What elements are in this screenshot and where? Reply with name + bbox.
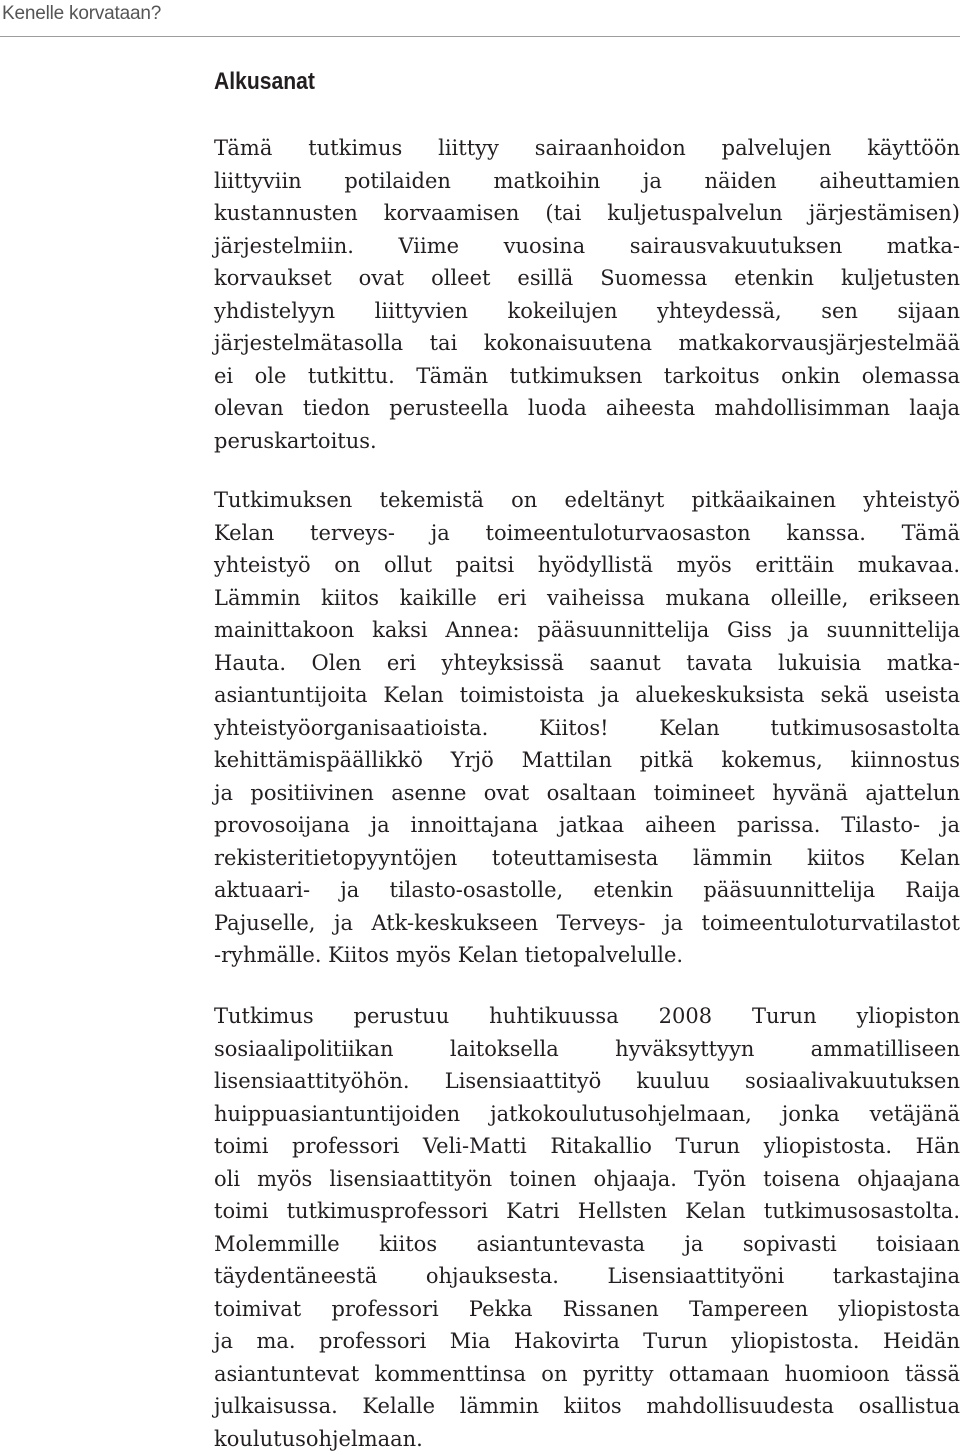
text-line: liittyviin potilaiden matkoihin ja näiden aiheuttamien <box>214 165 960 198</box>
text-line: Lämmin kiitos kaikille eri vaiheissa mukana olleille, erikseen <box>214 582 960 615</box>
text-line: yhdistelyyn liittyvien kokeilujen yhteydessä, sen sijaan <box>214 295 960 328</box>
text-line: julkaisussa. Kelalle lämmin kiitos mahdollisuudesta osallistua <box>214 1390 960 1423</box>
text-line: täydentäneestä ohjauksesta. Lisensiaattityöni tarkastajina <box>214 1260 960 1293</box>
text-line: Molemmille kiitos asiantuntevasta ja sopivasti toisiaan <box>214 1228 960 1261</box>
running-header <box>0 0 960 37</box>
text-line: sosiaalipolitiikan laitoksella hyväksyttyyn ammatilliseen <box>214 1033 960 1066</box>
text-line: yhteistyöorganisaatioista. Kiitos! Kelan tutkimusosastolta <box>214 712 960 745</box>
text-line: aktuaari- ja tilasto-osastolle, etenkin pääsuunnittelija Raija <box>214 874 960 907</box>
text-line: Tutkimuksen tekemistä on edeltänyt pitkäaikainen yhteistyö <box>214 484 960 517</box>
text-line: toimivat professori Pekka Rissanen Tampereen yliopistosta <box>214 1293 960 1326</box>
text-line: Hauta. Olen eri yhteyksissä saanut tavata lukuisia matka- <box>214 647 960 680</box>
text-line: yhteistyö on ollut paitsi hyödyllistä myös erittäin mukavaa. <box>214 549 960 582</box>
text-line: Tutkimus perustuu huhtikuussa 2008 Turun yliopiston <box>214 1000 960 1033</box>
paragraph-acknowledgements-kela <box>214 484 960 972</box>
text-line: ja ma. professori Mia Hakovirta Turun yliopistosta. Heidän <box>214 1325 960 1358</box>
text-line: lisensiaattityöhön. Lisensiaattityö kuuluu sosiaalivakuutuksen <box>214 1065 960 1098</box>
text-line: huippuasiantuntijoiden jatkokoulutusohjelmaan, jonka vetäjänä <box>214 1098 960 1131</box>
text-line: kustannusten korvaamisen (tai kuljetuspalvelun järjestämisen) <box>214 197 960 230</box>
text-line: toimi professori Veli-Matti Ritakallio Turun yliopistosta. Hän <box>214 1130 960 1163</box>
text-line: järjestelmiin. Viime vuosina sairausvakuutuksen matka- <box>214 230 960 263</box>
running-header-title: Kenelle korvataan? <box>2 2 161 26</box>
text-line: toimi tutkimusprofessori Katri Hellsten Kelan tutkimusosastolta. <box>214 1195 960 1228</box>
text-line: rekisteritietopyyntöjen toteuttamisesta lämmin kiitos Kelan <box>214 842 960 875</box>
paragraph-introduction <box>214 132 960 457</box>
text-line: Kelan terveys- ja toimeentuloturvaosaston kanssa. Tämä <box>214 517 960 550</box>
text-line: oli myös lisensiaattityön toinen ohjaaja. Työn toisena ohjaajana <box>214 1163 960 1196</box>
text-line: mainittakoon kaksi Annea: pääsuunnittelija Giss ja suunnittelija <box>214 614 960 647</box>
text-line: provosoijana ja innoittajana jatkaa aiheen parissa. Tilasto- ja <box>214 809 960 842</box>
text-line: asiantuntijoita Kelan toimistoista ja aluekeskuksista sekä useista <box>214 679 960 712</box>
text-line: -ryhmälle. Kiitos myös Kelan tietopalvelulle. <box>214 939 960 972</box>
text-line: korvaukset ovat olleet esillä Suomessa etenkin kuljetusten <box>214 262 960 295</box>
text-line: Tämä tutkimus liittyy sairaanhoidon palvelujen käyttöön <box>214 132 960 165</box>
text-line: järjestelmätasolla tai kokonaisuutena matkakorvausjärjestelmää <box>214 327 960 360</box>
text-line: ja positiivinen asenne ovat osaltaan toimineet hyvänä ajattelun <box>214 777 960 810</box>
text-line: ei ole tutkittu. Tämän tutkimuksen tarkoitus onkin olemassa <box>214 360 960 393</box>
text-line: Pajuselle, ja Atk-keskukseen Terveys- ja toimeentuloturvatilastot <box>214 907 960 940</box>
paragraph-acknowledgements-university <box>214 1000 960 1455</box>
text-line: kehittämispäällikkö Yrjö Mattilan pitkä kokemus, kiinnostus <box>214 744 960 777</box>
text-line: olevan tiedon perusteella luoda aiheesta mahdollisimman laaja <box>214 392 960 425</box>
section-title: Alkusanat <box>214 66 315 98</box>
text-line: peruskartoitus. <box>214 425 960 458</box>
text-line: koulutusohjelmaan. <box>214 1423 960 1455</box>
text-line: asiantuntevat kommenttinsa on pyritty ottamaan huomioon tässä <box>214 1358 960 1391</box>
